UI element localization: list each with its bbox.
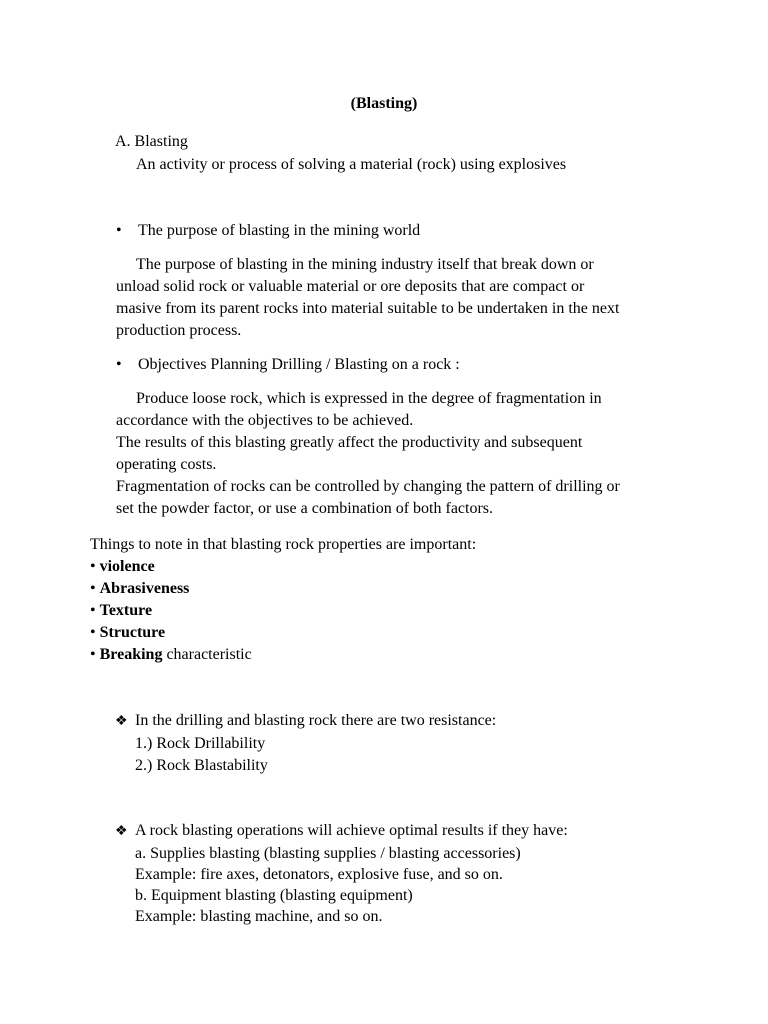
resistance-heading: In the drilling and blasting rock there are two resistance: xyxy=(135,712,497,729)
optimal-list xyxy=(135,843,521,927)
bullet-icon: • xyxy=(90,646,96,663)
page-title: (Blasting) xyxy=(350,95,418,112)
property-name: Abrasiveness xyxy=(99,580,190,597)
bullet-icon: • xyxy=(116,222,122,239)
objectives-heading: Objectives Planning Drilling / Blasting on a rock : xyxy=(138,356,460,373)
list-item: Example: blasting machine, and so on. xyxy=(135,908,383,925)
paragraph-line: unload solid rock or valuable material or ore deposits that are compact or xyxy=(116,278,585,295)
purpose-heading: The purpose of blasting in the mining world xyxy=(138,222,421,239)
list-item: b. Equipment blasting (blasting equipment) xyxy=(135,887,413,904)
properties-list xyxy=(90,534,476,666)
paragraph-line: Fragmentation of rocks can be controlled by changing the pattern of drilling or xyxy=(116,478,620,495)
list-item: 2.) Rock Blastability xyxy=(135,757,268,774)
properties-intro: Things to note in that blasting rock properties are important: xyxy=(90,536,477,553)
paragraph-line: Produce loose rock, which is expressed in the degree of fragmentation in xyxy=(136,390,602,407)
paragraph-line: accordance with the objectives to be achieved. xyxy=(116,412,414,429)
purpose-paragraph xyxy=(116,254,619,342)
paragraph-line: set the powder factor, or use a combination of both factors. xyxy=(116,500,494,517)
paragraph-line: production process. xyxy=(116,322,242,339)
objectives-heading-row xyxy=(116,354,460,376)
paragraph-line: The purpose of blasting in the mining industry itself that break down or xyxy=(136,256,594,273)
resistance-list xyxy=(135,733,268,777)
paragraph-line: masive from its parent rocks into material suitable to be undertaken in the next xyxy=(116,300,620,317)
resistance-heading-row xyxy=(115,710,496,733)
list-item xyxy=(90,556,476,578)
bullet-icon: • xyxy=(90,558,96,575)
paragraph-line: The results of this blasting greatly affect the productivity and subsequent xyxy=(116,434,583,451)
optimal-heading: A rock blasting operations will achieve optimal results if they have: xyxy=(135,822,568,839)
property-name: Breaking xyxy=(99,646,163,663)
section-a-definition: An activity or process of solving a material (rock) using explosives xyxy=(136,156,567,173)
list-item xyxy=(90,622,476,644)
list-item xyxy=(90,644,476,666)
purpose-heading-row xyxy=(116,220,420,242)
section-a-heading: A. Blasting xyxy=(115,133,188,150)
property-name: Structure xyxy=(99,624,166,641)
diamond-bullet-icon: ❖ xyxy=(115,824,128,839)
list-item: 1.) Rock Drillability xyxy=(135,735,266,752)
property-rest: characteristic xyxy=(162,646,252,663)
bullet-icon: • xyxy=(90,580,96,597)
bullet-icon: • xyxy=(90,624,96,641)
list-item xyxy=(90,600,476,622)
property-name: violence xyxy=(99,558,155,575)
diamond-bullet-icon: ❖ xyxy=(115,714,128,729)
objectives-paragraph xyxy=(116,388,620,520)
list-item: a. Supplies blasting (blasting supplies / blasting accessories) xyxy=(135,845,521,862)
optimal-heading-row xyxy=(115,820,568,843)
bullet-icon: • xyxy=(116,356,122,373)
paragraph-line: operating costs. xyxy=(116,456,217,473)
list-item xyxy=(90,578,476,600)
list-item: Example: fire axes, detonators, explosive fuse, and so on. xyxy=(135,866,503,883)
bullet-icon: • xyxy=(90,602,96,619)
property-name: Texture xyxy=(99,602,153,619)
